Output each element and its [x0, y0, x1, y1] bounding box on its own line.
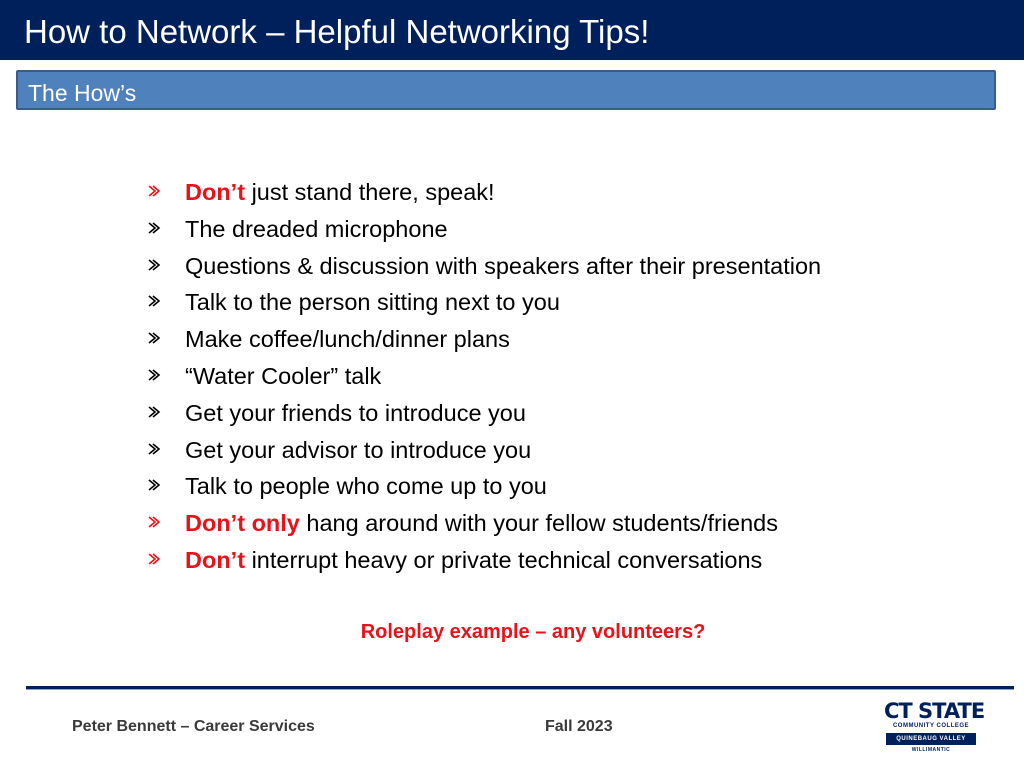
arrow-bullet-icon — [147, 258, 161, 272]
bullet-body: Talk to people who come up to you — [185, 473, 547, 500]
section-title: The How’s — [28, 80, 137, 106]
bullet-emphasis: Don’t — [185, 179, 246, 205]
bullet-body: Get your advisor to introduce you — [185, 436, 532, 463]
bullet-item — [0, 359, 1024, 396]
bullet-item — [0, 212, 1024, 249]
bullet-text — [185, 508, 778, 538]
arrow-bullet-icon — [147, 184, 161, 198]
bullet-text — [185, 398, 526, 428]
arrow-bullet-icon — [147, 552, 161, 566]
bullet-body: just stand there, speak! — [245, 179, 495, 205]
logo-campus-band: QUINEBAUG VALLEY — [886, 733, 976, 745]
bullet-item — [0, 249, 1024, 286]
arrow-bullet-icon — [147, 515, 161, 529]
bullet-text — [185, 287, 560, 317]
arrow-bullet-icon — [147, 442, 161, 456]
footer-presenter: Peter Bennett – Career Services — [72, 718, 315, 735]
logo-town-text: WILLIMANTIC — [911, 747, 951, 753]
bullet-emphasis: Don’t — [185, 546, 246, 573]
bullet-item — [0, 396, 1024, 433]
arrow-bullet-icon — [147, 478, 161, 492]
bullet-item — [0, 469, 1024, 506]
logo-main-text: CT STATE — [884, 699, 985, 723]
bullet-item — [0, 506, 1024, 543]
arrow-bullet-icon — [147, 405, 161, 419]
bullet-text — [185, 435, 531, 465]
bullet-text — [185, 251, 821, 281]
bullet-body: Make coffee/lunch/dinner plans — [185, 326, 510, 353]
bullet-body: hang around with your fellow students/friends — [299, 510, 778, 537]
arrow-bullet-icon — [147, 221, 161, 235]
bullet-text — [185, 214, 448, 244]
bullet-item — [0, 433, 1024, 470]
slide-title: How to Network – Helpful Networking Tips! — [24, 13, 650, 50]
footer-divider-shadow — [26, 689, 1014, 690]
arrow-bullet-icon — [147, 368, 161, 382]
bullet-body: The dreaded microphone — [185, 215, 448, 242]
title-bar — [0, 0, 1024, 60]
bullet-item — [0, 322, 1024, 359]
bullet-text — [185, 361, 381, 391]
bullet-body: “Water Cooler” talk — [185, 362, 382, 389]
bullet-text — [185, 545, 762, 575]
logo-sub-text: COMMUNITY COLLEGE — [892, 723, 970, 729]
bullet-item — [0, 285, 1024, 322]
bullet-body: Questions & discussion with speakers after their presentation — [185, 252, 822, 279]
bullet-body: Talk to the person sitting next to you — [185, 289, 560, 316]
footer-term: Fall 2023 — [545, 718, 613, 735]
bullet-item — [0, 543, 1024, 580]
bullet-item — [0, 175, 1024, 212]
bullet-body: Get your friends to introduce you — [185, 399, 526, 426]
arrow-bullet-icon — [147, 294, 161, 308]
arrow-bullet-icon — [147, 331, 161, 345]
bullet-list — [0, 175, 1024, 580]
bullet-text — [185, 177, 495, 207]
bullet-text — [185, 324, 510, 354]
section-header-bar — [16, 70, 996, 110]
roleplay-callout: Roleplay example – any volunteers? — [360, 621, 706, 643]
bullet-body: interrupt heavy or private technical conversations — [245, 546, 763, 573]
college-logo — [884, 699, 985, 756]
bullet-emphasis: Don’t only — [185, 510, 300, 537]
bullet-text — [185, 471, 547, 501]
